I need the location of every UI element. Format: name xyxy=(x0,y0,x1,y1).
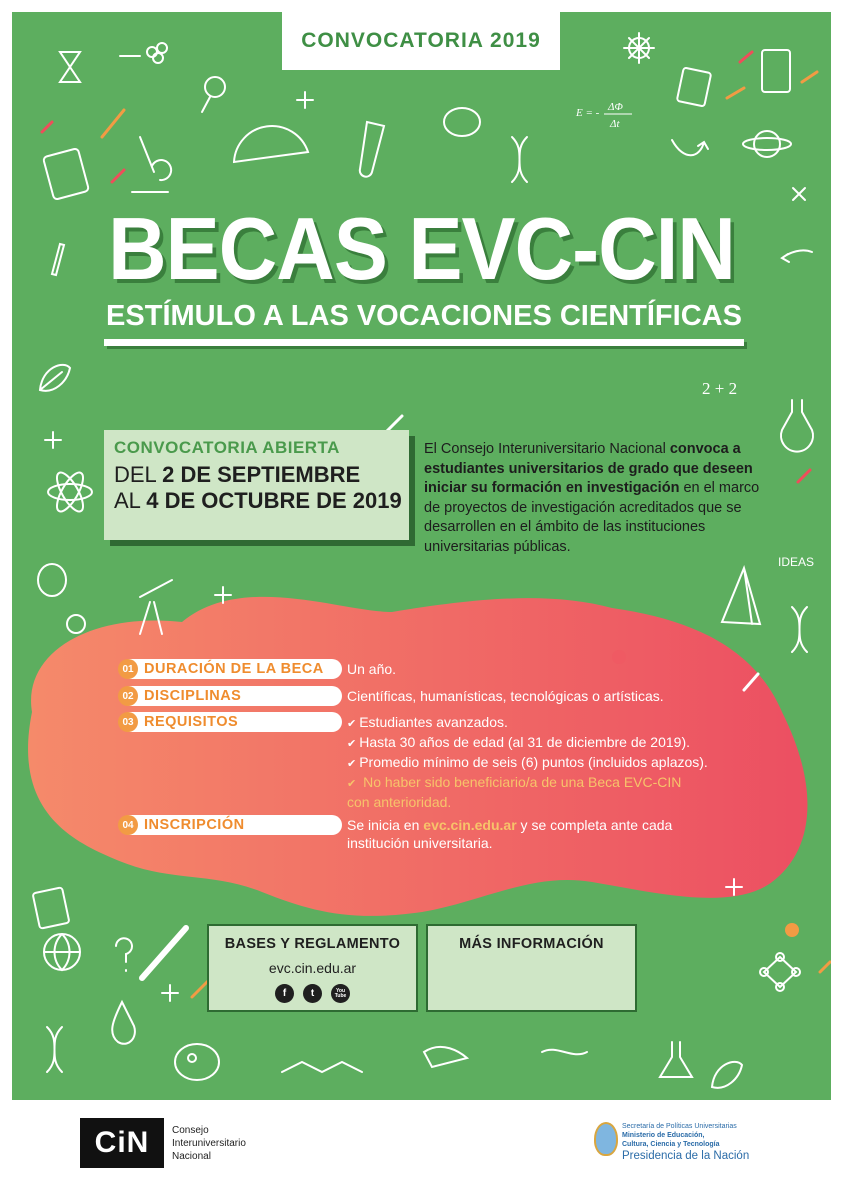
formula-text: E = - xyxy=(576,107,600,119)
government-text: Secretaría de Políticas Universitarias Ministerio de Educación, Cultura, Ciencia y Tecnología Presidencia de la Nación xyxy=(622,1123,750,1162)
bases-heading: BASES Y REGLAMENTO xyxy=(224,936,401,952)
intro-text-1: El Consejo Interuniversitario Nacional xyxy=(424,441,670,457)
sum-text: 2 + 2 xyxy=(702,379,738,398)
intro-text-bold: convoca a estudiantes universitarios de grado que deseen iniciar su formación en investigación xyxy=(424,441,753,496)
cin-logo-block xyxy=(80,1118,246,1168)
requirement-item-cont: con anterioridad. xyxy=(347,794,452,810)
government-logo-block xyxy=(594,1122,749,1163)
formula-numerator: ΔΦ xyxy=(608,101,623,113)
facebook-icon[interactable]: f xyxy=(275,984,294,1003)
duration-value: Un año. xyxy=(347,661,397,677)
open-call-heading: CONVOCATORIA ABIERTA xyxy=(114,438,340,457)
open-call-dates xyxy=(114,462,409,514)
item-number: 01 xyxy=(118,659,138,679)
item-duration xyxy=(120,659,342,679)
item-number: 04 xyxy=(118,815,138,835)
bases-box xyxy=(207,924,418,1012)
requirement-item: ✔ Promedio mínimo de seis (6) puntos (incluidos aplazos). xyxy=(347,754,708,770)
item-number: 02 xyxy=(118,686,138,706)
inscription-value xyxy=(347,816,672,852)
date-start-prefix: DEL xyxy=(114,462,163,487)
requirement-item: ✔ Estudiantes avanzados. xyxy=(347,714,508,730)
disciplines-value: Científicas, humanísticas, tecnológicas o artísticas. xyxy=(347,688,664,704)
date-start: 2 DE SEPTIEMBRE xyxy=(162,462,361,487)
item-label: DURACIÓN DE LA BECA xyxy=(144,661,324,677)
intro-paragraph xyxy=(424,440,774,557)
requirement-item: ✔ Hasta 30 años de edad (al 31 de diciembre de 2019). xyxy=(347,734,690,750)
ideas-text: IDEAS xyxy=(778,555,815,569)
subtitle-underline xyxy=(104,339,744,346)
cin-name: Consejo Interuniversitario Nacional xyxy=(172,1124,246,1162)
inscription-text-3: institución universitaria. xyxy=(347,835,493,851)
requirements-list xyxy=(347,713,708,811)
open-call-box xyxy=(104,430,409,540)
formula-denominator: Δt xyxy=(610,118,620,130)
intro-text-2: en el marco de proyectos de investigación acreditados que se desarrollen en el ámbito de las instituciones universitarias públicas. xyxy=(424,480,760,555)
poster xyxy=(12,12,831,1100)
main-title: BECAS EVC-CIN xyxy=(108,199,735,298)
twitter-icon[interactable]: t xyxy=(303,984,322,1003)
item-label: DISCIPLINAS xyxy=(144,688,242,704)
inscription-text-2: y se completa ante cada xyxy=(516,817,673,833)
item-requirements xyxy=(120,712,342,732)
item-number: 03 xyxy=(118,712,138,732)
inscription-text: Se inicia en xyxy=(347,817,424,833)
item-label: INSCRIPCIÓN xyxy=(144,817,245,833)
subtitle: ESTÍMULO A LAS VOCACIONES CIENTÍFICAS xyxy=(106,300,742,332)
bases-url[interactable]: evc.cin.edu.ar xyxy=(268,960,357,976)
item-label: REQUISITOS xyxy=(144,714,239,730)
national-seal-icon xyxy=(594,1122,618,1156)
convocatoria-badge: CONVOCATORIA 2019 xyxy=(282,12,560,70)
date-end: 4 DE OCTUBRE DE 2019 xyxy=(146,488,402,513)
requirement-item: ✔ No haber sido beneficiario/a de una Beca EVC-CIN xyxy=(347,774,682,790)
more-info-box xyxy=(426,924,637,1012)
inscription-link[interactable]: evc.cin.edu.ar xyxy=(423,817,517,833)
item-disciplines xyxy=(120,686,342,706)
social-links xyxy=(209,984,416,1003)
item-inscription xyxy=(120,815,342,835)
date-end-prefix: AL xyxy=(114,488,147,513)
cin-logo: CiN xyxy=(80,1118,164,1168)
more-info-heading: MÁS INFORMACIÓN xyxy=(459,936,604,952)
youtube-icon[interactable]: You Tube xyxy=(331,984,350,1003)
